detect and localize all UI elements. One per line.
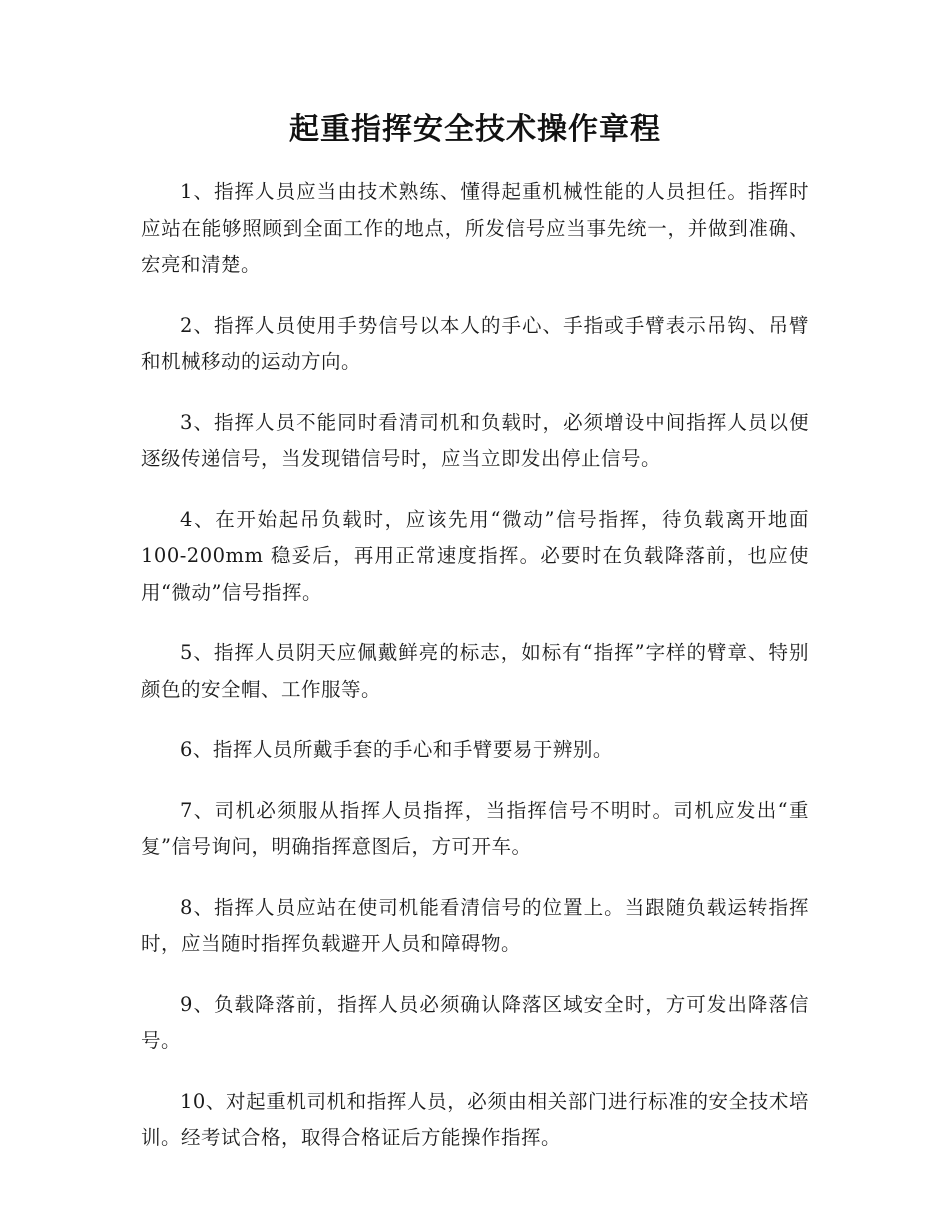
clause-4: 4、在开始起吊负载时，应该先用“微动”信号指挥，待负载离开地面100-200mm 稳妥后，再用正常速度指挥。必要时在负载降落前，也应使用“微动”信号指挥。 [141,507,809,604]
clause-5: 5、指挥人员阴天应佩戴鲜亮的标志，如标有“指挥”字样的臂章、特别颜色的安全帽、工作服等。 [141,641,809,701]
clause-10: 10、对起重机司机和指挥人员，必须由相关部门进行标准的安全技术培训。经考试合格，取得合格证后方能操作指挥。 [141,1089,809,1149]
clause-6: 6、指挥人员所戴手套的手心和手臂要易于辨别。 [180,738,613,761]
clause-7: 7、司机必须服从指挥人员指挥，当指挥信号不明时。司机应发出“重复”信号询问，明确指挥意图后，方可开车。 [141,798,809,858]
clause-9: 9、负载降落前，指挥人员必须确认降落区域安全时，方可发出降落信号。 [141,992,809,1052]
clause-2: 2、指挥人员使用手势信号以本人的手心、手指或手臂表示吊钩、吊臂和机械移动的运动方向。 [141,313,809,373]
clause-8: 8、指挥人员应站在使司机能看清信号的位置上。当跟随负载运转指挥时，应当随时指挥负载避开人员和障碍物。 [141,895,809,955]
clause-3: 3、指挥人员不能同时看清司机和负载时，必须增设中间指挥人员以便逐级传递信号，当发现错信号时，应当立即发出停止信号。 [141,410,809,470]
document-page [141,108,809,1181]
clause-1: 1、指挥人员应当由技术熟练、懂得起重机械性能的人员担任。指挥时应站在能够照顾到全面工作的地点，所发信号应当事先统一，并做到准确、宏亮和清楚。 [141,180,809,276]
document-title: 起重指挥安全技术操作章程 [289,112,661,147]
